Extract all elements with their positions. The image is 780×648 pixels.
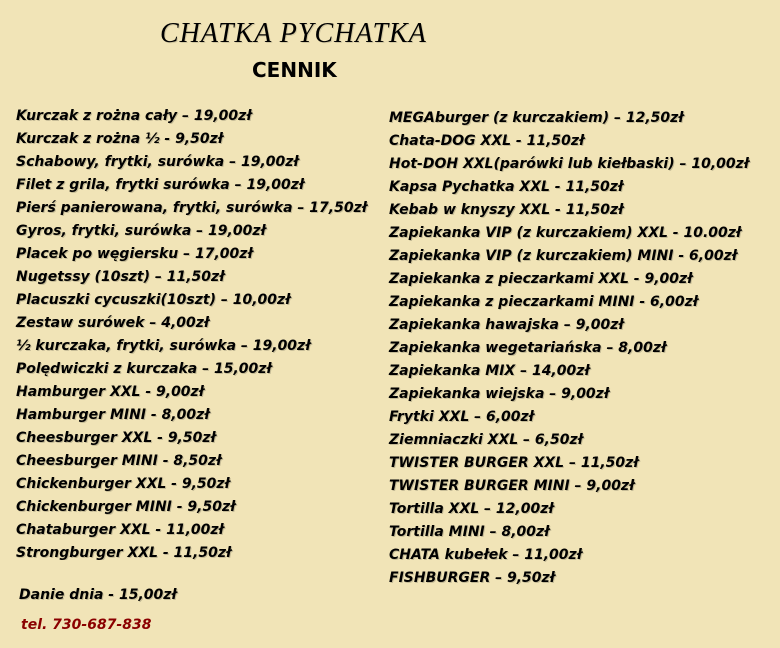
restaurant-title: CHATKA PYCHATKA <box>160 18 427 49</box>
menu-item: Zapiekanka wiejska – 9,00zł <box>389 386 610 402</box>
menu-item: TWISTER BURGER MINI – 9,00zł <box>389 478 635 494</box>
menu-item: Zapiekanka MIX – 14,00zł <box>389 363 590 379</box>
menu-item: FISHBURGER – 9,50zł <box>389 570 555 586</box>
menu-item: Tortilla XXL – 12,00zł <box>389 501 554 517</box>
menu-item: Cheesburger MINI - 8,50zł <box>16 453 222 469</box>
menu-item: Zestaw surówek – 4,00zł <box>16 315 210 331</box>
menu-item: Schabowy, frytki, surówka – 19,00zł <box>16 154 299 170</box>
menu-item: Tortilla MINI – 8,00zł <box>389 524 550 540</box>
menu-item: ½ kurczaka, frytki, surówka – 19,00zł <box>16 338 311 354</box>
menu-item: Pierś panierowana, frytki, surówka – 17,50zł <box>16 200 367 216</box>
menu-item: Filet z grila, frytki surówka – 19,00zł <box>16 177 305 193</box>
menu-item: Frytki XXL – 6,00zł <box>389 409 534 425</box>
price-list-heading: CENNIK <box>252 58 337 82</box>
menu-item: Zapiekanka wegetariańska – 8,00zł <box>389 340 667 356</box>
menu-item: Kapsa Pychatka XXL - 11,50zł <box>389 179 624 195</box>
menu-item: Cheesburger XXL - 9,50zł <box>16 430 216 446</box>
menu-item: Chickenburger XXL - 9,50zł <box>16 476 230 492</box>
menu-item: Nugetssy (10szt) – 11,50zł <box>16 269 225 285</box>
menu-item: Gyros, frytki, surówka – 19,00zł <box>16 223 266 239</box>
menu-item: MEGAburger (z kurczakiem) – 12,50zł <box>389 110 684 126</box>
menu-item: Hot-DOH XXL(parówki lub kiełbaski) – 10,00zł <box>389 156 750 172</box>
menu-item: Kurczak z rożna cały – 19,00zł <box>16 108 252 124</box>
menu-item: Chickenburger MINI - 9,50zł <box>16 499 236 515</box>
menu-item: Zapiekanka VIP (z kurczakiem) MINI - 6,00zł <box>389 248 737 264</box>
menu-item: Strongburger XXL - 11,50zł <box>16 545 232 560</box>
menu-item: Kebab w knyszy XXL - 11,50zł <box>389 202 624 218</box>
menu-item: Ziemniaczki XXL – 6,50zł <box>389 432 583 448</box>
menu-item: Chata-DOG XXL - 11,50zł <box>389 133 585 149</box>
menu-item: Zapiekanka hawajska – 9,00zł <box>389 317 624 333</box>
menu-right-column <box>389 107 774 590</box>
menu-item: Zapiekanka z pieczarkami MINI - 6,00zł <box>389 294 698 310</box>
menu-item: Polędwiczki z kurczaka – 15,00zł <box>16 361 272 377</box>
menu-item: TWISTER BURGER XXL – 11,50zł <box>389 455 639 471</box>
menu-item: Kurczak z rożna ½ - 9,50zł <box>16 131 224 147</box>
menu-item: Hamburger XXL - 9,00zł <box>16 384 204 400</box>
menu-item: Placek po węgiersku – 17,00zł <box>16 246 253 262</box>
menu-item: Placuszki cycuszki(10szt) – 10,00zł <box>16 292 291 308</box>
menu-item: CHATA kubełek – 11,00zł <box>389 547 582 563</box>
dish-of-the-day: Danie dnia - 15,00zł <box>19 587 177 603</box>
left-column-clip <box>0 0 390 560</box>
menu-item: Zapiekanka VIP (z kurczakiem) XXL - 10.00zł <box>389 225 742 241</box>
phone-number: tel. 730-687-838 <box>21 617 152 633</box>
menu-item: Zapiekanka z pieczarkami XXL - 9,00zł <box>389 271 693 287</box>
menu-item: Chataburger XXL - 11,00zł <box>16 522 224 538</box>
menu-left-column <box>16 105 386 560</box>
menu-item: Hamburger MINI - 8,00zł <box>16 407 210 423</box>
